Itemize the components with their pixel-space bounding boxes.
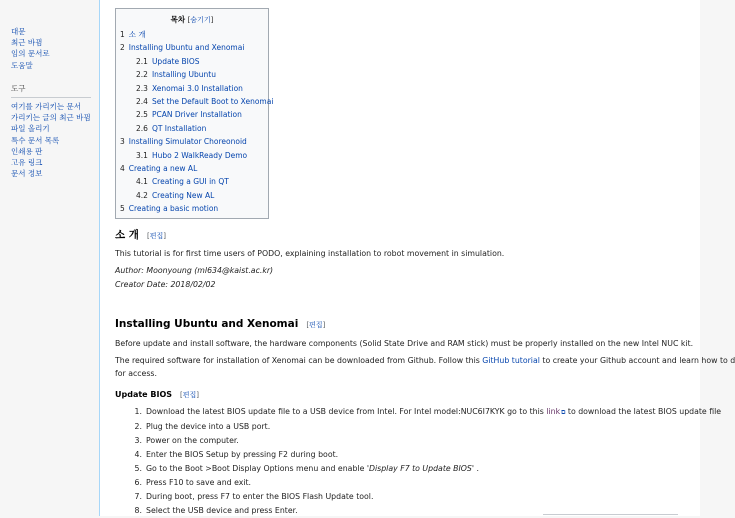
toc-item[interactable]: 4.2 Creating New AL (136, 190, 215, 200)
toc-item[interactable]: 2.4 Set the Default Boot to Xenomai (136, 97, 274, 107)
main-content (99, 0, 735, 516)
sidebar (0, 0, 100, 516)
toc-title: 목차 (170, 15, 186, 24)
toc-item[interactable]: 3.1 Hubo 2 WalkReady Demo (136, 150, 248, 160)
list-item: 4. Enter the BIOS Setup by pressing F2 during boot. (134, 450, 339, 459)
toc-toggle[interactable]: [숨기기] (187, 16, 214, 24)
bios-download-link[interactable]: link (546, 407, 561, 416)
install-paragraph-2-cont: for access. (115, 369, 157, 378)
list-item: 6. Press F10 to save and exit. (134, 478, 252, 487)
sidebar-item-what-links-here[interactable]: 여기를 가리키는 문서 (11, 102, 81, 111)
sidebar-item-random-page[interactable]: 임의 문서로 (11, 49, 50, 59)
section-heading-intro: 소 개 [편집] (115, 229, 166, 241)
install-paragraph-1: Before update and install software, the hardware components (Solid State Drive and RAM stick) must be properly installed on the new Intel NUC kit. (115, 339, 694, 348)
section-heading-install: Installing Ubuntu and Xenomai [편집] (115, 318, 326, 330)
list-item: 5. Go to the Boot >Boot Display Options menu and enable 'Display F7 to Update BIOS' . (134, 464, 479, 473)
toc-item[interactable]: 5 Creating a basic motion (120, 204, 219, 214)
toc-item[interactable]: 4 Creating a new AL (120, 164, 198, 174)
toc-item[interactable]: 1 소 개 (120, 30, 146, 39)
sidebar-tools (11, 83, 91, 179)
list-item: 1. Download the latest BIOS update file to a USB device from Intel. For Intel model:NUC6I7KYK go to this link⧉ to download the latest BIOS update file (134, 407, 722, 416)
toc-item[interactable]: 2.6 QT Installation (136, 123, 207, 133)
creator-date: Creator Date: 2018/02/02 (115, 280, 216, 289)
toc-item[interactable]: 3 Installing Simulator Choreonoid (120, 137, 247, 147)
github-tutorial-link[interactable]: GitHub tutorial (482, 356, 540, 365)
toc-item[interactable]: 2.2 Installing Ubuntu (136, 70, 216, 80)
sidebar-item-recent-changes[interactable]: 최근 바뀜 (11, 38, 43, 48)
toc-item[interactable]: 2.1 Update BIOS (136, 56, 200, 66)
list-item: 2. Plug the device into a USB port. (134, 422, 271, 431)
toc-item[interactable]: 2.3 Xenomai 3.0 Installation (136, 83, 243, 93)
toc-item[interactable]: 4.1 Creating a GUI in QT (136, 177, 229, 187)
sidebar-item-help[interactable]: 도움말 (11, 60, 33, 70)
list-item: 8. Select the USB device and press Enter. (134, 506, 298, 515)
sidebar-item-main-page[interactable]: 대문 (11, 27, 26, 36)
tools-heading: 도구 (11, 83, 91, 98)
sidebar-item-special-pages[interactable]: 특수 문서 목록 (11, 135, 60, 145)
toc-title-row (116, 14, 268, 26)
list-item: 3. Power on the computer. (134, 436, 239, 445)
toc-item[interactable]: 2 Installing Ubuntu and Xenomai (120, 43, 245, 53)
sidebar-item-upload-file[interactable]: 파일 올리기 (11, 124, 50, 134)
author-line: Author: Moonyoung (ml634@kaist.ac.kr) (115, 266, 274, 275)
edit-link[interactable]: [편집] (146, 232, 166, 240)
sidebar-item-printable-version[interactable]: 인쇄용 판 (11, 146, 43, 156)
list-item: 7. During boot, press F7 to enter the BIOS Flash Update tool. (134, 492, 374, 501)
bios-steps-list (127, 405, 721, 518)
external-link-icon: ⧉ (561, 409, 566, 416)
table-of-contents (115, 8, 274, 219)
intro-text: This tutorial is for first time users of PODO, explaining installation to robot movement in simulation. (115, 249, 505, 258)
section-heading-update-bios: Update BIOS [편집] (115, 390, 200, 399)
sidebar-navigation (11, 26, 91, 71)
thumbnail-edge (543, 514, 678, 515)
sidebar-item-related-changes[interactable]: 가리키는 글의 최근 바뀜 (11, 113, 91, 123)
edit-link[interactable]: [편집] (306, 321, 326, 329)
install-paragraph-2: The required software for installation of Xenomai can be downloaded from Github. Follow this GitHub tutorial to create your Github account and learn how to d (115, 356, 735, 365)
sidebar-item-permanent-link[interactable]: 고유 링크 (11, 158, 43, 168)
sidebar-item-page-info[interactable]: 문서 정보 (11, 169, 43, 179)
edit-link[interactable]: [편집] (180, 391, 200, 399)
toc-item[interactable]: 2.5 PCAN Driver Installation (136, 110, 242, 120)
